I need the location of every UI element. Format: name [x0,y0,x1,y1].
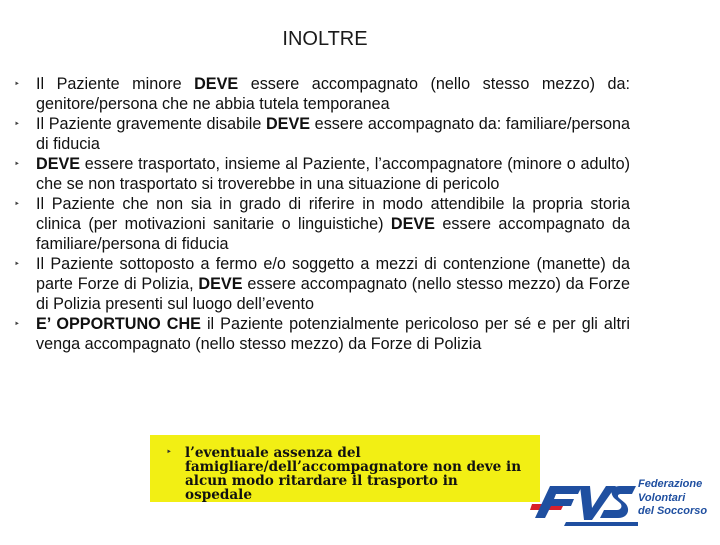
bullet-text-end: essere accompagnato (nello stesso mezzo) da Forze di Polizia presenti sul luogo dell’evento [36,275,630,313]
logo-line: Federazione [638,478,703,490]
bullet-text: Il Paziente minore [36,75,195,93]
bullet-item [12,74,630,114]
bullet-item [12,154,630,194]
bullet-bold-lead: E’ OPPORTUNO CHE [36,315,201,333]
bullet-icon: ‣ [14,159,20,170]
note-line: famigliare/dell’accompagnatore non deve in [185,459,522,475]
bullet-text-end: essere accompagnato (nello stesso mezzo) da: genitore/persona che ne abbia tutela temporanea [36,75,630,113]
logo-letter-f [535,486,582,518]
bullet-item [12,194,630,254]
bullet-bold: DEVE [194,75,239,93]
bullet-text: il Paziente potenzialmente pericoloso per sé e per gli altri venga accompagnato (nello stesso mezzo) da Forze di Polizia [36,315,630,353]
bullet-bold: DEVE [198,275,243,293]
note-line: alcun modo ritardare il trasporto in ospedale [185,473,458,503]
bullet-item [12,114,630,154]
bullet-item [12,314,630,354]
bullet-icon: ‣ [14,119,20,130]
bullet-text: essere trasportato, insieme al Paziente, l’accompagnatore (minore o adulto) che se non trasportato si troverebbe in una situazione di pericolo [36,155,630,193]
bullet-icon: ‣ [14,259,20,270]
bullet-icon: ‣ [14,79,20,90]
logo-line: Volontari [638,491,686,504]
logo-underline [564,522,638,526]
bullet-icon: ‣ [14,319,20,330]
bullet-bold: DEVE [390,215,435,233]
bullet-item [12,254,630,314]
slide-title: INOLTRE [282,28,368,50]
note-line: l’eventuale assenza del [185,445,361,461]
note-box [150,435,540,502]
logo-line: del Soccorso [638,505,708,517]
bullet-bold: DEVE [265,115,311,133]
fvs-logo [530,478,720,540]
bullet-text: Il Paziente gravemente disabile [36,115,266,133]
bullet-text: Il Paziente sottoposto a fermo e/o soggetto a mezzi di contenzione (manette) da parte Forze di Polizia, [36,255,630,293]
bullet-list [12,74,630,354]
bullet-icon: ‣ [14,199,20,210]
bullet-icon: ‣ [166,447,172,458]
fvs-logo-icon [530,478,638,540]
logo-text [638,478,720,519]
bullet-text-end: essere accompagnato da familiare/persona di fiducia [36,215,630,253]
note-text [185,446,525,502]
bullet-bold-lead: DEVE [36,155,81,173]
bullet-text: Il Paziente che non sia in grado di riferire in modo attendibile la propria storia clinica (per motivazioni sanitarie o linguistiche) [36,195,630,233]
bullet-text-end: essere accompagnato da: familiare/persona di fiducia [36,115,630,153]
